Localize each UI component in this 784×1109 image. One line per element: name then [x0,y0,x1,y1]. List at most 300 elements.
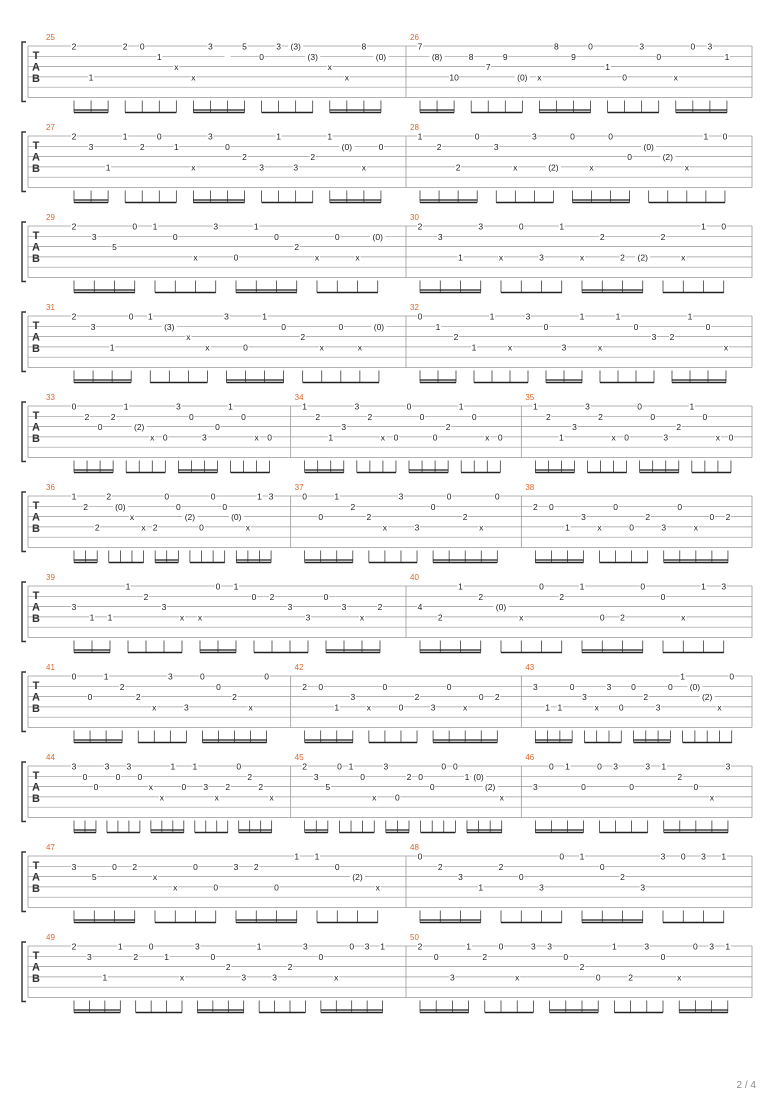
fret-number: 3 [478,221,484,232]
fret-number: 0 [318,681,324,692]
fret-number: 1 [228,401,233,412]
fret-number: 3 [539,882,544,893]
fret-number: 2 [294,242,300,253]
measure-number: 40 [410,573,419,582]
measure-number: 44 [46,753,55,762]
tab-clef-letter: A [32,61,40,74]
fret-number: 0 [588,41,593,52]
dead-note: x [597,342,603,353]
tab-clef-letter: A [32,241,40,254]
fret-number: 0 [629,522,635,533]
tab-clef-letter: B [32,73,40,85]
fret-number: 0 [656,51,662,62]
dead-note: x [193,252,198,263]
fret-number: 1 [123,401,129,412]
fret-number: 3 [259,162,264,173]
fret-number: 3 [202,432,207,443]
dead-note: x [186,332,191,343]
fret-number: (2) [352,872,363,883]
fret-number: 2 [643,692,649,703]
fret-number: 0 [419,411,425,422]
fret-number: 0 [215,581,221,592]
fret-number: 2 [645,512,651,523]
measure-number: 35 [525,393,535,402]
fret-number: 0 [164,491,170,502]
fret-number: 3 [663,432,669,443]
fret-number: 0 [139,41,145,52]
fret-number: 0 [631,681,636,692]
fret-number: 5 [242,41,247,52]
dead-note: x [513,162,518,173]
fret-number: 1 [156,51,162,62]
fret-number: 1 [680,671,685,682]
fret-number: 0 [156,131,162,142]
fret-number: 0 [595,972,601,983]
fret-number: 0 [172,231,178,242]
fret-number: 1 [103,671,109,682]
dead-note: x [319,342,324,353]
fret-number: 3 [313,771,319,782]
fret-number: 2 [598,411,603,422]
fret-number: 2 [84,411,90,422]
fret-number: 1 [122,131,128,142]
fret-number: 0 [539,581,544,592]
fret-number: 1 [302,401,308,412]
dead-note: x [245,522,251,533]
fret-number: 1 [605,62,610,73]
fret-number: 0 [128,311,134,322]
fret-number: 1 [559,221,565,232]
fret-number: 0 [494,491,500,502]
dead-note: x [693,522,698,533]
fret-number: 1 [458,401,464,412]
dead-note: x [191,162,196,173]
system-bracket [22,762,26,822]
fret-number: 0 [709,512,715,523]
measure-number: 28 [410,123,419,132]
measure-number: 43 [525,663,535,672]
fret-number: 3 [71,761,77,772]
fret-number: (0) [231,512,242,523]
fret-number: 1 [724,51,730,62]
tab-clef-letter: B [32,703,40,715]
fret-number: 3 [430,702,436,713]
dead-note: x [197,612,203,623]
tab-clef-letter: A [32,331,40,344]
fret-number: 3 [709,941,714,952]
fret-number: 2 [258,782,264,793]
fret-number: 8 [361,41,367,52]
dead-note: x [344,72,349,83]
fret-number: 9 [502,51,508,62]
fret-number: 0 [543,321,549,332]
fret-number: 3 [701,851,706,862]
fret-number: 0 [728,432,734,443]
fret-number: 2 [677,771,683,782]
fret-number: 2 [377,602,383,613]
fret-number: (2) [662,152,673,163]
fret-number: 2 [71,311,77,322]
fret-number: 2 [247,771,253,782]
fret-number: 1 [109,342,115,353]
fret-number: (3) [307,51,318,62]
measure-number: 25 [46,33,55,42]
fret-number: 0 [395,792,400,803]
fret-number: 2 [620,612,625,623]
fret-number: 3 [287,602,293,613]
fret-number: 0 [680,851,686,862]
measure-number: 49 [46,933,55,942]
measure-number: 37 [294,483,304,492]
tab-clef-letter: A [32,871,40,884]
fret-number: (0) [689,681,701,692]
tab-clef-letter: T [32,320,40,332]
tab-clef-letter: T [32,680,40,692]
fret-number: 2 [71,41,77,52]
fret-number: 0 [148,941,154,952]
fret-number: 3 [354,401,360,412]
dead-note: x [152,702,157,713]
dead-note: x [499,792,504,803]
fret-number: 3 [341,422,347,433]
fret-number: 2 [94,522,100,533]
fret-number: 10 [449,72,459,83]
fret-number: 0 [338,321,344,332]
fret-number: 1 [152,221,158,232]
system-bracket [22,402,26,462]
fret-number: 0 [302,491,308,502]
fret-number: 1 [579,851,585,862]
fret-number: 0 [453,761,458,772]
dead-note: x [579,252,585,263]
fret-number: (3) [290,41,301,52]
dead-note: x [485,432,490,443]
fret-number: 0 [115,771,121,782]
fret-number: 3 [581,512,586,523]
fret-number: (2) [134,422,145,433]
dead-note: x [673,72,678,83]
fret-number: 1 [89,612,95,623]
fret-number: 0 [382,681,388,692]
fret-number: 2 [242,152,247,163]
fret-number: 2 [494,692,500,703]
dead-note: x [463,702,468,713]
fret-number: 1 [117,941,123,952]
fret-number: 0 [693,941,698,952]
fret-number: 2 [253,861,259,872]
fret-number: (2) [184,512,196,523]
system-bracket [22,312,26,372]
fret-number: 1 [565,522,570,533]
fret-number: 0 [433,951,439,962]
fret-number: 1 [314,851,320,862]
fret-number: 0 [702,411,708,422]
fret-number: 0 [71,401,77,412]
fret-number: 2 [119,681,125,692]
dead-note: x [681,612,686,623]
measure-number: 27 [46,123,55,132]
dead-note: x [723,342,729,353]
fret-number: 2 [71,941,77,952]
fret-number: 2 [559,591,565,602]
fret-number: (0) [517,72,528,83]
fret-number: 0 [721,221,727,232]
fret-number: 2 [232,692,237,703]
fret-number: 2 [437,861,443,872]
fret-number: 3 [644,941,650,952]
fret-number: 3 [532,681,538,692]
fret-number: 1 [328,432,334,443]
fret-number: 1 [71,491,77,502]
fret-number: (3) [164,321,175,332]
fret-number: 0 [210,951,216,962]
fret-number: 2 [269,591,275,602]
fret-number: 0 [175,501,181,512]
fret-number: 3 [582,692,587,703]
fret-number: 0 [417,851,423,862]
fret-number: 0 [570,131,575,142]
dead-note: x [372,792,377,803]
fret-number: 1 [689,401,695,412]
fret-number: 1 [348,761,354,772]
fret-number: 1 [102,972,108,983]
fret-number: 0 [82,771,88,782]
fret-number: (0) [115,501,126,512]
system-bracket [22,582,26,642]
dead-note: x [174,62,179,73]
fret-number: 2 [462,512,468,523]
dead-note: x [717,702,722,713]
fret-number: 0 [608,131,613,142]
fret-number: 0 [640,581,646,592]
fret-number: 0 [137,771,143,782]
fret-number: 3 [531,131,537,142]
dead-note: x [355,252,360,263]
fret-number: 3 [458,872,463,883]
fret-number: 0 [274,231,279,242]
dead-note: x [179,972,185,983]
fret-number: 0 [251,591,257,602]
fret-number: 1 [721,851,727,862]
fret-number: 0 [478,692,484,703]
fret-number: 0 [225,141,230,152]
fret-number: 0 [181,782,187,793]
fret-number: 0 [690,41,696,52]
fret-number: 2 [546,411,551,422]
tab-clef-letter: A [32,601,40,614]
fret-number: 1 [173,141,179,152]
fret-number: 7 [417,41,423,52]
measure-number: 47 [46,843,55,852]
fret-number: 3 [531,941,536,952]
tab-clef-letter: T [32,410,40,422]
dead-note: x [129,512,135,523]
tab-clef-letter: A [32,691,40,704]
fret-number: 0 [112,861,117,872]
fret-number: 2 [71,221,77,232]
fret-number: 0 [189,411,194,422]
dead-note: x [507,342,513,353]
fret-number: 3 [71,861,77,872]
fret-number: 4 [417,602,423,613]
fret-number: 3 [661,522,667,533]
tab-clef-letter: T [32,500,40,512]
fret-number: 0 [418,771,423,782]
dead-note: x [179,612,185,623]
system-bracket [22,492,26,552]
fret-number: 0 [398,702,404,713]
fret-number: 2 [532,501,538,512]
fret-number: 0 [581,782,586,793]
fret-number: 1 [233,581,239,592]
fret-number: 0 [471,411,477,422]
fret-number: 1 [701,221,706,232]
measure-number: 48 [410,843,419,852]
measure-number: 41 [46,663,55,672]
fret-number: 7 [485,62,491,73]
fret-number: 0 [97,422,103,433]
fret-number: 0 [318,951,324,962]
fret-number: 3 [383,761,389,772]
fret-number: 0 [624,432,629,443]
fret-number: 2 [132,861,138,872]
fret-number: 3 [272,972,277,983]
fret-number: 9 [571,51,576,62]
fret-number: 3 [660,851,666,862]
fret-number: 0 [441,761,447,772]
fret-number: 2 [83,501,88,512]
fret-number: (0) [373,321,385,332]
page-number: 2 / 4 [736,1080,756,1091]
dead-note: x [205,342,210,353]
fret-number: 2 [350,501,356,512]
fret-number: 0 [199,522,204,533]
measure-number: 34 [294,393,304,402]
tab-clef-letter: T [32,50,40,62]
fret-number: 3 [167,671,173,682]
fret-number: 3 [161,602,167,613]
fret-number: 0 [722,131,728,142]
tab-clef-letter: B [32,883,40,895]
dead-note: x [327,62,332,73]
fret-number: 3 [613,761,618,772]
fret-number: 0 [215,422,220,433]
fret-number: 2 [725,512,731,523]
fret-number: 3 [525,311,531,322]
fret-number: (2) [484,782,496,793]
fret-number: 2 [367,411,373,422]
fret-number: 2 [110,411,116,422]
fret-number: 0 [349,941,355,952]
system-bracket [22,942,26,1002]
fret-number: 2 [660,231,666,242]
fret-number: 1 [262,311,267,322]
fret-number: 1 [545,702,550,713]
fret-number: 3 [233,861,239,872]
fret-number: 3 [183,702,189,713]
fret-number: 2 [152,522,158,533]
fret-number: 0 [629,782,635,793]
fret-number: 1 [464,771,470,782]
fret-number: 0 [87,692,93,703]
measure-number: 29 [46,213,55,222]
fret-number: 3 [341,602,347,613]
fret-number: 1 [417,131,423,142]
fret-number: 0 [210,491,216,502]
fret-number: 1 [579,311,585,322]
measure-number: 33 [46,393,55,402]
fret-number: 1 [334,702,340,713]
dead-note: x [141,522,146,533]
fret-number: 2 [300,332,306,343]
fret-number: 0 [599,612,605,623]
fret-number: 3 [203,782,209,793]
fret-number: 0 [569,681,575,692]
dead-note: x [515,972,520,983]
fret-number: (0) [473,771,484,782]
dead-note: x [150,432,155,443]
measure-number: 42 [294,663,304,672]
fret-number: 2 [620,252,625,263]
fret-number: 0 [650,411,656,422]
fret-number: 0 [216,681,221,692]
fret-number: 0 [613,501,618,512]
fret-number: 0 [378,141,384,152]
tab-clef-letter: A [32,781,40,794]
measure-number: 30 [410,213,419,222]
tab-clef-letter: A [32,151,40,164]
fret-number: 1 [458,252,463,263]
fret-number: 0 [132,221,138,232]
measure-number: 38 [525,483,535,492]
fret-number: 1 [489,311,495,322]
fret-number: 0 [264,671,269,682]
fret-number: 2 [71,131,77,142]
fret-number: 3 [126,761,132,772]
fret-number: 3 [276,41,281,52]
fret-number: 1 [257,491,262,502]
fret-number: 0 [274,882,279,893]
fret-number: 1 [565,761,570,772]
fret-number: 0 [429,782,435,793]
fret-number: 0 [93,782,99,793]
fret-number: 0 [618,702,624,713]
fret-number: 3 [305,612,311,623]
fret-number: 0 [432,432,438,443]
note-backing [224,52,230,61]
fret-number: 1 [107,612,113,623]
fret-number: 3 [606,681,612,692]
fret-number: 2 [143,591,149,602]
dead-note: x [173,882,178,893]
fret-number: (2) [701,692,713,703]
fret-number: 1 [478,882,484,893]
fret-number: 2 [225,782,231,793]
fret-number: 1 [557,702,563,713]
fret-number: 3 [213,221,219,232]
fret-number: 1 [725,941,731,952]
dead-note: x [334,972,339,983]
fret-number: 2 [455,162,461,173]
fret-number: 2 [579,962,585,973]
dead-note: x [611,432,616,443]
fret-number: 3 [293,162,299,173]
fret-number: (0) [341,141,353,152]
fret-number: 1 [579,581,585,592]
fret-number: 1 [327,131,333,142]
fret-number: 3 [645,761,651,772]
fret-number: 3 [91,231,97,242]
